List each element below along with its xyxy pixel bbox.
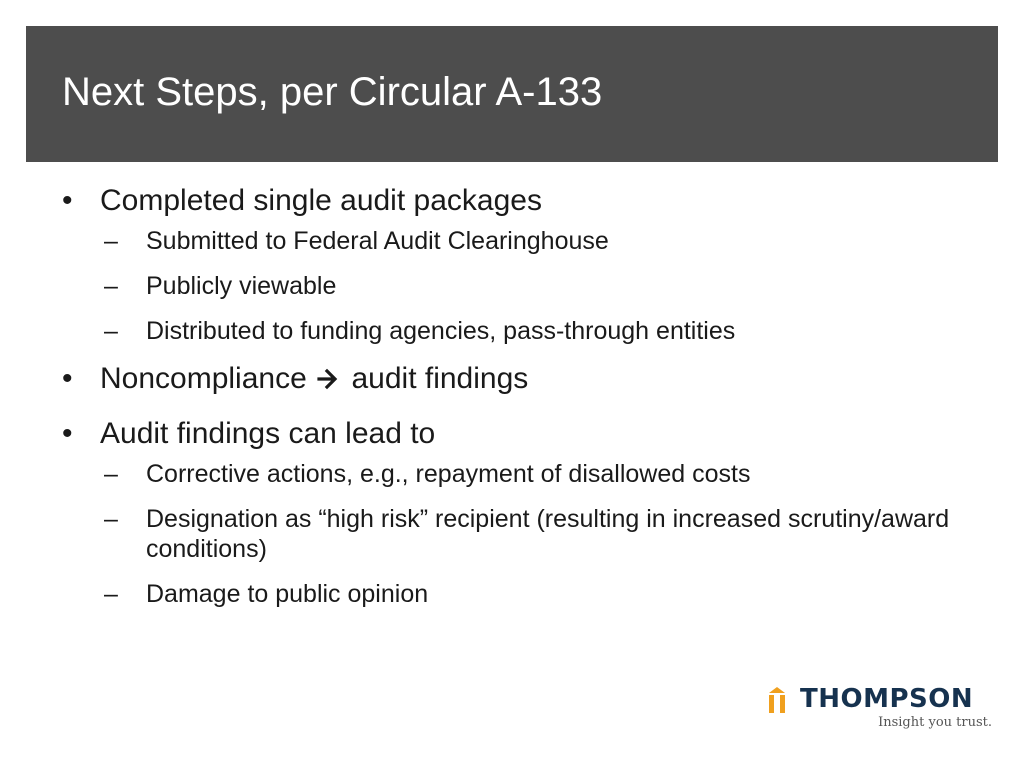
sub-bullet-text: Designation as “high risk” recipient (resulting in increased scrutiny/award conditions) — [146, 505, 950, 563]
sub-bullet-list — [104, 459, 960, 609]
title-bar — [26, 26, 998, 162]
bullet-text: Audit findings can lead to — [100, 417, 436, 450]
sub-bullet-text: Corrective actions, e.g., repayment of disallowed costs — [146, 460, 751, 488]
bullet-item — [60, 415, 960, 609]
sub-bullet-marker: – — [104, 505, 118, 533]
sub-bullet-text: Submitted to Federal Audit Clearinghouse — [146, 227, 609, 255]
sub-bullet-marker: – — [104, 227, 118, 255]
sub-bullet-marker: – — [104, 272, 118, 300]
sub-bullet-text: Damage to public opinion — [146, 580, 429, 608]
logo-wordmark: THOMPSON — [800, 684, 974, 714]
sub-bullet-marker: – — [104, 580, 118, 608]
sub-bullet-item — [104, 271, 960, 301]
sub-bullet-item — [104, 226, 960, 256]
bullet-marker: • — [62, 362, 73, 395]
slide-content — [60, 182, 960, 623]
sub-bullet-marker: – — [104, 317, 118, 345]
sub-bullet-item — [104, 316, 960, 346]
sub-bullet-text: Publicly viewable — [146, 272, 337, 300]
bullet-item — [60, 182, 960, 346]
bullet-text-before-icon: Noncompliance — [100, 362, 307, 395]
bullet-list — [60, 182, 960, 609]
sub-bullet-item — [104, 579, 960, 609]
logo-tagline: Insight you trust. — [878, 715, 992, 730]
sub-bullet-item — [104, 504, 960, 564]
thompson-logo-icon — [766, 686, 788, 714]
bullet-marker: • — [62, 184, 73, 217]
thompson-logo — [766, 682, 996, 732]
slide-title: Next Steps, per Circular A-133 — [62, 70, 603, 114]
bullet-text: Completed single audit packages — [100, 184, 542, 217]
sub-bullet-text: Distributed to funding agencies, pass-through entities — [146, 317, 736, 345]
bullet-text-after-icon: audit findings — [351, 362, 529, 395]
sub-bullet-item — [104, 459, 960, 489]
sub-bullet-marker: – — [104, 460, 118, 488]
arrow-right-icon — [317, 363, 339, 401]
sub-bullet-list — [104, 226, 960, 346]
bullet-marker: • — [62, 417, 73, 450]
bullet-item — [60, 360, 960, 401]
